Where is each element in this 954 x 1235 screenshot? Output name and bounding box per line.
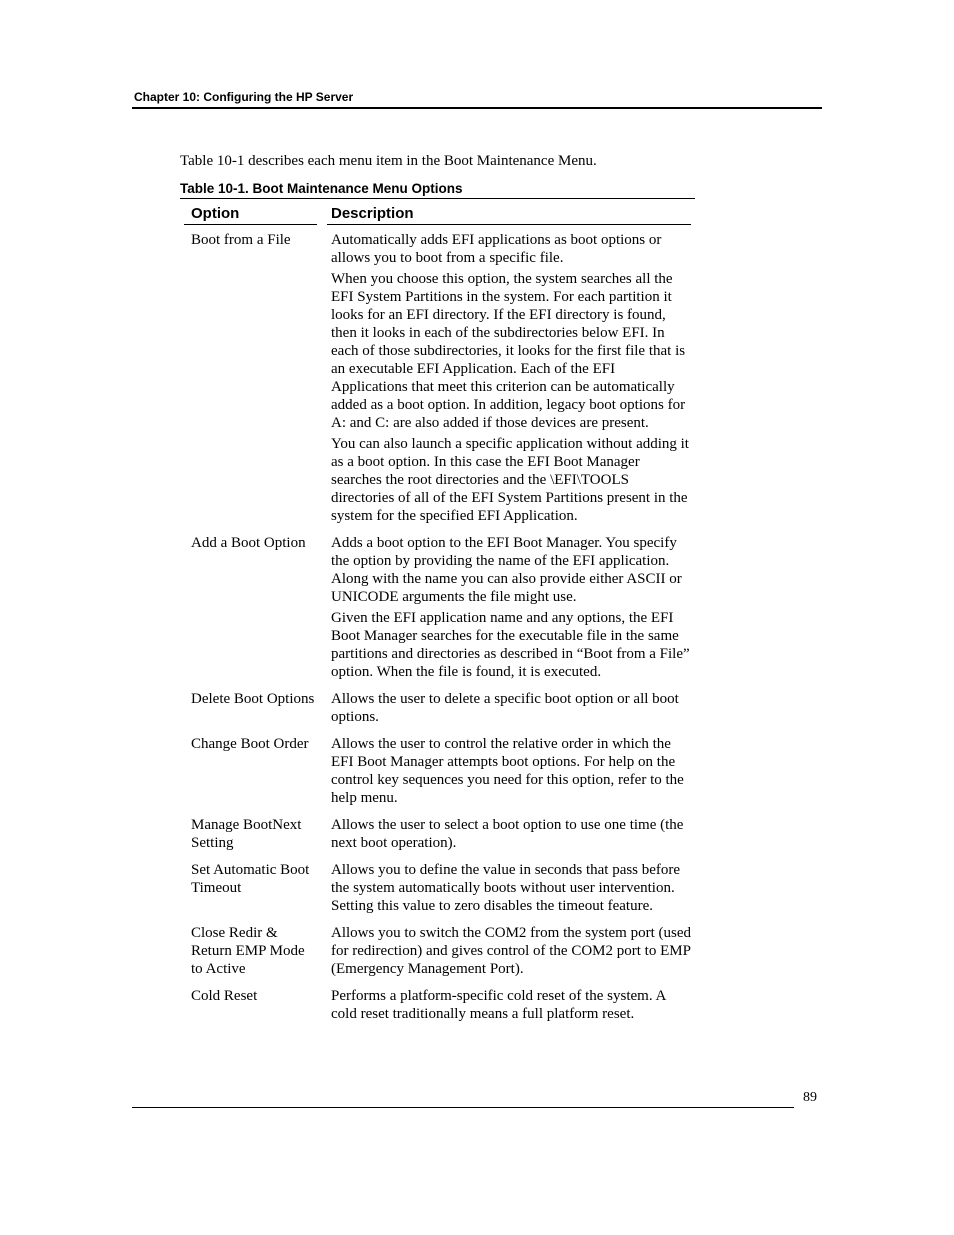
description-paragraph: Allows the user to select a boot option to use one time (the next boot operation). <box>331 817 684 851</box>
description-paragraph: Allows the user to delete a specific boot option or all boot options. <box>331 691 679 725</box>
description-paragraph: Performs a platform-specific cold reset of the system. A cold reset traditionally means a full platform reset. <box>331 988 666 1022</box>
chapter-header: Chapter 10: Configuring the HP Server <box>134 90 354 104</box>
table-body <box>191 231 691 1032</box>
option-name: Manage BootNext Setting <box>191 817 302 851</box>
option-name: Boot from a File <box>191 232 291 248</box>
table-row <box>191 924 691 981</box>
page-number: 89 <box>803 1090 817 1105</box>
option-name: Delete Boot Options <box>191 691 315 707</box>
table-row <box>191 735 691 810</box>
description-paragraph: Given the EFI application name and any options, the EFI Boot Manager searches for the executable file in the same partitions and directories as described in “Boot from a File” option. When the file is found, it is executed. <box>331 610 690 680</box>
description-paragraph: Automatically adds EFI applications as boot options or allows you to boot from a specific file. <box>331 232 662 266</box>
option-name: Change Boot Order <box>191 736 309 752</box>
description-paragraph: Allows you to define the value in seconds that pass before the system automatically boots without user intervention. Setting this value to zero disables the timeout feature. <box>331 862 681 914</box>
table-row <box>191 861 691 918</box>
description-paragraph: You can also launch a specific application without adding it as a boot option. In this case the EFI Boot Manager searches the root directories and the \EFI\TOOLS directories of all of the EFI System Partitions present in the system for the specified EFI Application. <box>331 436 689 524</box>
description-paragraph: Adds a boot option to the EFI Boot Manager. You specify the option by providing the name of the EFI application. Along with the name you can also provide either ASCII or UNICODE arguments the file might use. <box>331 535 682 605</box>
option-header-rule <box>184 224 317 225</box>
table-row <box>191 690 691 729</box>
table-row <box>191 231 691 528</box>
description-column-header: Description <box>331 205 414 222</box>
table-row <box>191 534 691 684</box>
option-column-header: Option <box>191 205 240 222</box>
option-name: Set Automatic Boot Timeout <box>191 862 310 896</box>
table-row <box>191 987 691 1026</box>
option-name: Cold Reset <box>191 988 258 1004</box>
table-row <box>191 816 691 855</box>
caption-rule <box>180 198 695 199</box>
description-paragraph: When you choose this option, the system searches all the EFI System Partitions in the system. For each partition it looks for an EFI directory. If the EFI directory is found, then it looks in each of the subdirectories below EFI. In each of those subdirectories, it looks for the first file that is an executable EFI Application. Each of the EFI Applications that meet this criterion can be automatically added as a boot option. In addition, legacy boot options for A: and C: are also added if those devices are present. <box>331 271 686 431</box>
header-rule <box>132 107 822 109</box>
description-paragraph: Allows you to switch the COM2 from the system port (used for redirection) and gives control of the COM2 port to EMP (Emergency Management Port). <box>331 925 691 977</box>
description-header-rule <box>327 224 691 225</box>
option-name: Add a Boot Option <box>191 535 306 551</box>
table-caption: Table 10-1. Boot Maintenance Menu Options <box>180 181 463 196</box>
intro-text: Table 10-1 describes each menu item in the Boot Maintenance Menu. <box>180 153 597 169</box>
option-name: Close Redir & Return EMP Mode to Active <box>191 925 305 977</box>
description-paragraph: Allows the user to control the relative order in which the EFI Boot Manager attempts boot options. For help on the control key sequences you need for this option, refer to the help menu. <box>331 736 684 806</box>
footer-rule <box>132 1107 794 1108</box>
